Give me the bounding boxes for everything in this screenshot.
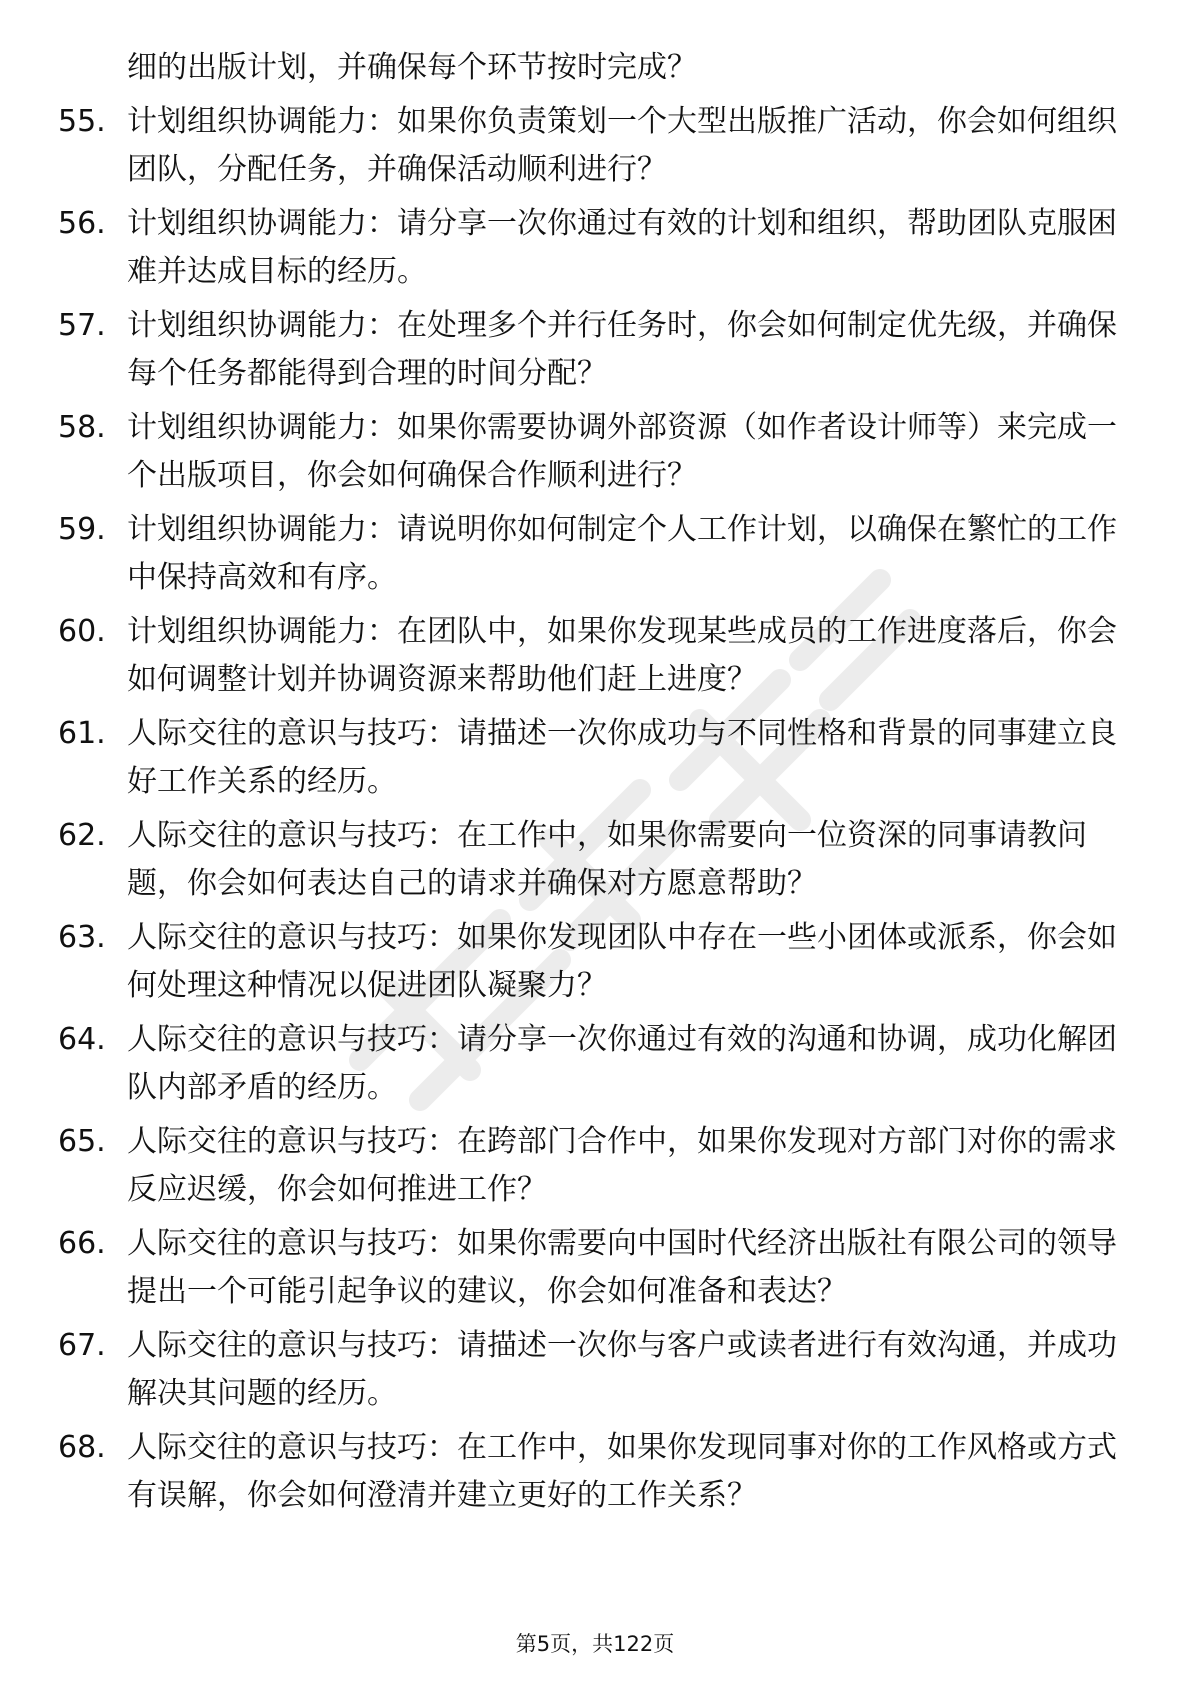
question-number: 60.: [58, 614, 106, 649]
question-text: 人际交往的意识与技巧：在工作中，如果你需要向一位资深的同事请教问题，你会如何表达自己的请求并确保对方愿意帮助？: [127, 818, 1087, 901]
question-number: 62.: [58, 818, 106, 853]
page-footer: 第5页，共122页: [515, 1632, 675, 1656]
question-text: 人际交往的意识与技巧：请描述一次你与客户或读者进行有效沟通，并成功解决其问题的经历。: [127, 1328, 1117, 1411]
question-number: 61.: [58, 716, 106, 751]
question-text: 人际交往的意识与技巧：如果你发现团队中存在一些小团体或派系，你会如何处理这种情况以促进团队凝聚力？: [127, 920, 1117, 1003]
list-item: [58, 200, 1120, 296]
list-item: [58, 404, 1120, 500]
question-text: 计划组织协调能力：请分享一次你通过有效的计划和组织，帮助团队克服困难并达成目标的经历。: [127, 206, 1117, 289]
question-number: 59.: [58, 512, 106, 547]
question-text: 细的出版计划，并确保每个环节按时完成？: [127, 50, 697, 85]
question-number: 64.: [58, 1022, 106, 1057]
list-item: [58, 98, 1120, 194]
question-number: 65.: [58, 1124, 106, 1159]
question-number: 58.: [58, 410, 106, 445]
question-text: 人际交往的意识与技巧：请分享一次你通过有效的沟通和协调，成功化解团队内部矛盾的经历。: [127, 1022, 1117, 1105]
question-text: 人际交往的意识与技巧：如果你需要向中国时代经济出版社有限公司的领导提出一个可能引起争议的建议，你会如何准备和表达？: [127, 1226, 1117, 1309]
question-text: 计划组织协调能力：如果你需要协调外部资源（如作者设计师等）来完成一个出版项目，你会如何确保合作顺利进行？: [127, 410, 1117, 493]
list-item: [58, 1424, 1120, 1520]
question-list: [58, 44, 1120, 1526]
list-item: [58, 302, 1120, 398]
question-number: 57.: [58, 308, 106, 343]
list-item: [58, 1220, 1120, 1316]
question-number: 56.: [58, 206, 106, 241]
question-number: 68.: [58, 1430, 106, 1465]
question-text: 人际交往的意识与技巧：请描述一次你成功与不同性格和背景的同事建立良好工作关系的经历。: [127, 716, 1117, 799]
list-item: [58, 1118, 1120, 1214]
list-item: [58, 812, 1120, 908]
question-number: 66.: [58, 1226, 106, 1261]
question-text: 计划组织协调能力：在团队中，如果你发现某些成员的工作进度落后，你会如何调整计划并协调资源来帮助他们赶上进度？: [127, 614, 1117, 697]
list-item: [58, 710, 1120, 806]
list-item: [58, 608, 1120, 704]
question-text: 计划组织协调能力：在处理多个并行任务时，你会如何制定优先级，并确保每个任务都能得到合理的时间分配？: [127, 308, 1117, 391]
question-number: 55.: [58, 104, 106, 139]
question-text: 计划组织协调能力：如果你负责策划一个大型出版推广活动，你会如何组织团队，分配任务，并确保活动顺利进行？: [127, 104, 1117, 187]
question-text: 人际交往的意识与技巧：在工作中，如果你发现同事对你的工作风格或方式有误解，你会如何澄清并建立更好的工作关系？: [127, 1430, 1117, 1513]
question-number: 63.: [58, 920, 106, 955]
list-item: [58, 506, 1120, 602]
question-text: 计划组织协调能力：请说明你如何制定个人工作计划，以确保在繁忙的工作中保持高效和有序。: [127, 512, 1117, 595]
question-number: 67.: [58, 1328, 106, 1363]
question-text: 人际交往的意识与技巧：在跨部门合作中，如果你发现对方部门对你的需求反应迟缓，你会如何推进工作？: [127, 1124, 1117, 1207]
list-item: [58, 914, 1120, 1010]
list-item: [58, 1016, 1120, 1112]
list-item-continuation: [58, 44, 1120, 92]
list-item: [58, 1322, 1120, 1418]
